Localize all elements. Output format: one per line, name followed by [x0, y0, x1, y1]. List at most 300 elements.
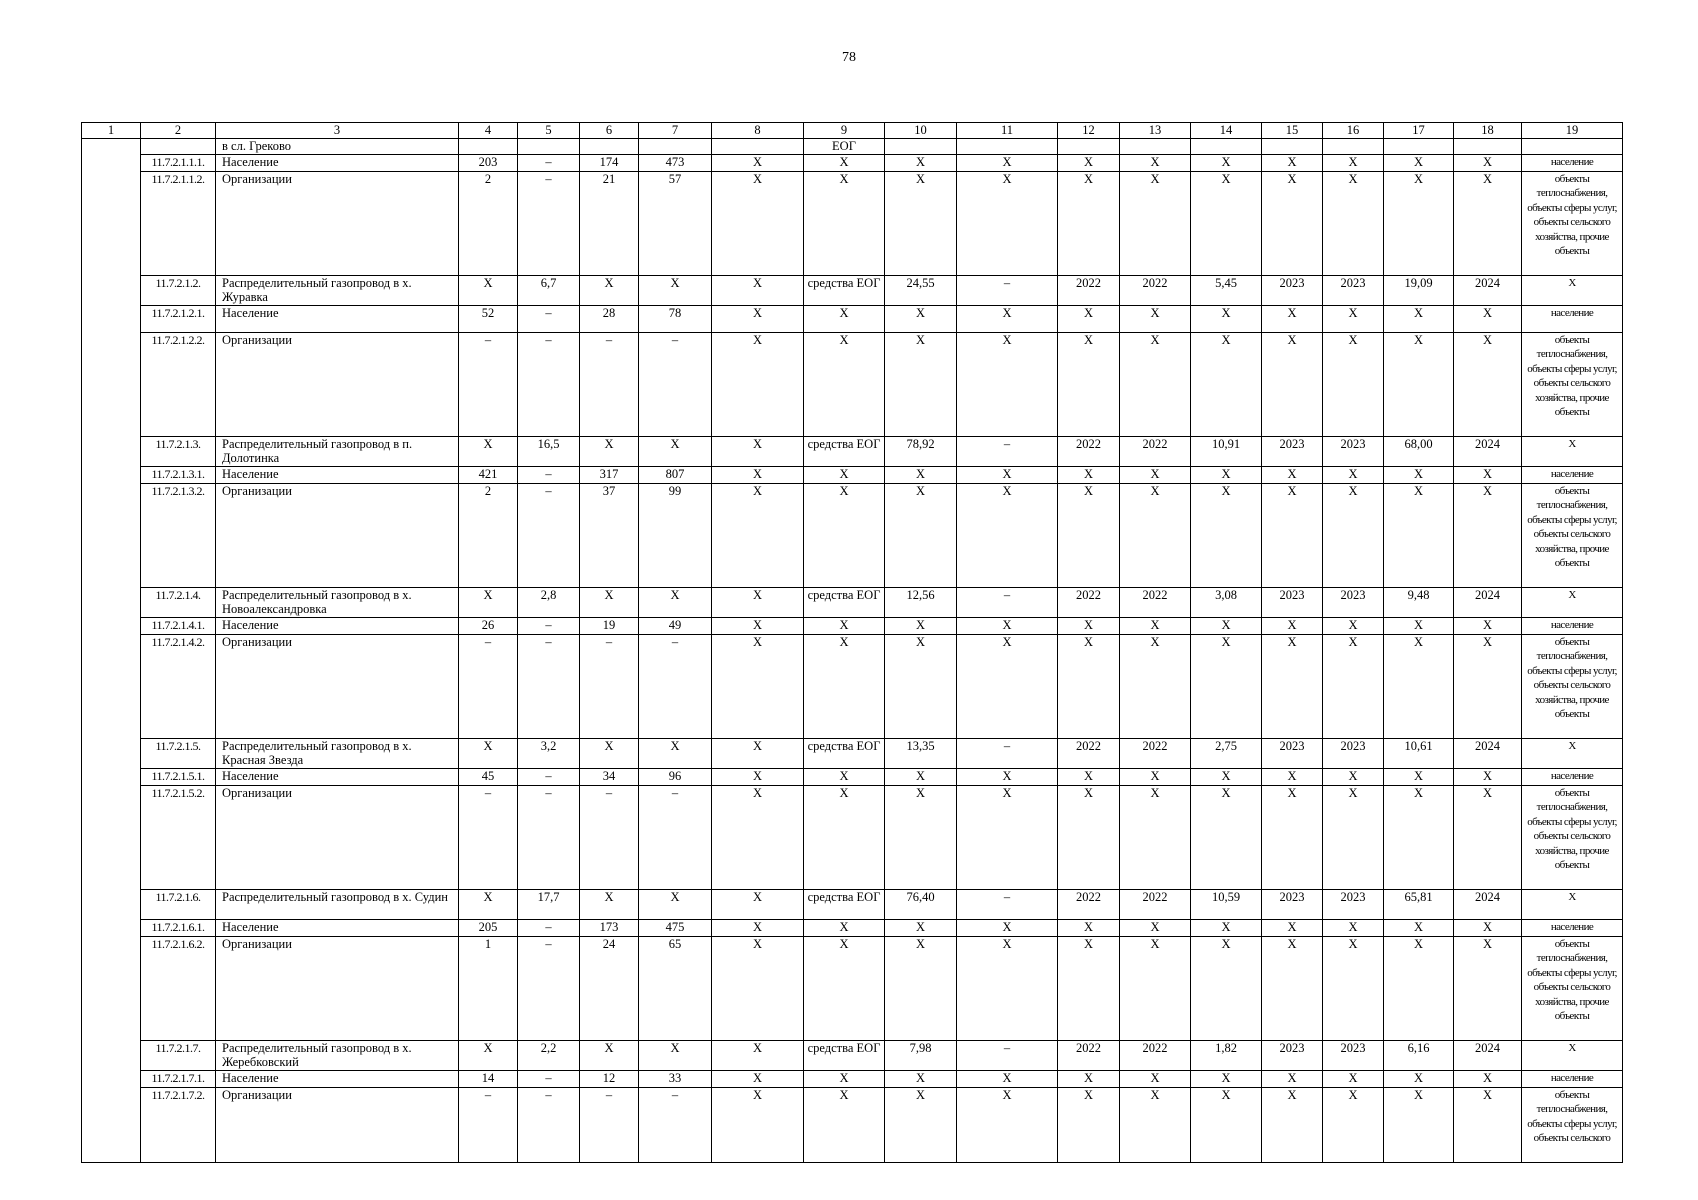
item-name-cell: Организации	[216, 332, 459, 436]
value-cell: Х	[1120, 785, 1191, 889]
item-code-cell: 11.7.2.1.2.2.	[141, 332, 216, 436]
value-cell: Х	[1058, 634, 1120, 738]
value-cell: Х	[1323, 1087, 1384, 1162]
value-cell: Х	[1262, 466, 1323, 483]
value-cell: Х	[1384, 1070, 1454, 1087]
value-cell: Х	[1191, 634, 1262, 738]
value-cell: 317	[580, 466, 639, 483]
value-cell: Х	[885, 332, 957, 436]
value-cell: Х	[1262, 305, 1323, 332]
value-cell: 2022	[1058, 738, 1120, 768]
value-cell: Х	[804, 483, 885, 587]
value-cell: 2022	[1120, 1040, 1191, 1070]
item-code-cell: 11.7.2.1.5.1.	[141, 768, 216, 785]
value-cell: Х	[957, 1087, 1058, 1162]
value-cell: 475	[639, 919, 712, 936]
value-cell: Х	[957, 936, 1058, 1040]
value-cell: Х	[1454, 1087, 1522, 1162]
item-name-cell: Население	[216, 617, 459, 634]
value-cell: Х	[1058, 1087, 1120, 1162]
item-name-cell: Население	[216, 466, 459, 483]
value-cell: Х	[804, 466, 885, 483]
value-cell: Х	[1454, 768, 1522, 785]
value-cell: Х	[1384, 919, 1454, 936]
value-cell	[885, 138, 957, 154]
value-cell: Х	[1454, 1070, 1522, 1087]
value-cell: Х	[1323, 617, 1384, 634]
value-cell: 2022	[1120, 275, 1191, 305]
value-cell: 12	[580, 1070, 639, 1087]
value-cell: Х	[957, 919, 1058, 936]
value-cell: Х	[885, 483, 957, 587]
value-cell: –	[639, 785, 712, 889]
value-cell: Х	[1323, 1070, 1384, 1087]
value-cell	[1191, 138, 1262, 154]
header-cell: 16	[1323, 123, 1384, 139]
value-cell: Х	[712, 785, 804, 889]
item-code-cell: 11.7.2.1.1.1.	[141, 154, 216, 171]
value-cell: Х	[1058, 305, 1120, 332]
header-cell: 13	[1120, 123, 1191, 139]
value-cell: Х	[712, 171, 804, 275]
value-cell: Х	[1454, 936, 1522, 1040]
value-cell: –	[518, 154, 580, 171]
value-cell: Х	[712, 738, 804, 768]
value-cell: –	[957, 1040, 1058, 1070]
table-row	[82, 617, 1623, 634]
value-cell: Х	[804, 332, 885, 436]
value-cell: средства ЕОГ	[804, 436, 885, 466]
value-cell: Х	[1058, 936, 1120, 1040]
consumer-type-cell: Х	[1522, 738, 1623, 768]
value-cell: Х	[459, 436, 518, 466]
table-row	[82, 332, 1623, 436]
value-cell: Х	[1454, 332, 1522, 436]
value-cell: 2024	[1454, 1040, 1522, 1070]
value-cell: 76,40	[885, 889, 957, 919]
value-cell: Х	[1262, 634, 1323, 738]
value-cell: 3,2	[518, 738, 580, 768]
value-cell: Х	[885, 617, 957, 634]
table-row	[82, 785, 1623, 889]
value-cell: Х	[639, 889, 712, 919]
value-cell	[957, 138, 1058, 154]
value-cell: 96	[639, 768, 712, 785]
value-cell: 1,82	[1191, 1040, 1262, 1070]
value-cell: 2022	[1120, 587, 1191, 617]
value-cell: Х	[1120, 154, 1191, 171]
item-name-cell: Население	[216, 768, 459, 785]
value-cell: Х	[804, 171, 885, 275]
header-cell: 8	[712, 123, 804, 139]
value-cell: Х	[1454, 466, 1522, 483]
value-cell: 473	[639, 154, 712, 171]
value-cell: Х	[1384, 1087, 1454, 1162]
value-cell: Х	[804, 305, 885, 332]
value-cell: 173	[580, 919, 639, 936]
value-cell: Х	[712, 436, 804, 466]
value-cell: Х	[804, 617, 885, 634]
value-cell: 14	[459, 1070, 518, 1087]
value-cell: Х	[1120, 466, 1191, 483]
item-code-cell: 11.7.2.1.7.1.	[141, 1070, 216, 1087]
value-cell: Х	[712, 305, 804, 332]
header-cell: 2	[141, 123, 216, 139]
value-cell: Х	[1120, 919, 1191, 936]
table-row	[82, 634, 1623, 738]
consumer-type-cell: Х	[1522, 889, 1623, 919]
value-cell: средства ЕОГ	[804, 587, 885, 617]
value-cell: Х	[1262, 483, 1323, 587]
value-cell: Х	[1262, 936, 1323, 1040]
item-code-cell: 11.7.2.1.2.	[141, 275, 216, 305]
value-cell: Х	[1262, 1070, 1323, 1087]
column-number-row	[82, 123, 1623, 139]
value-cell: Х	[804, 154, 885, 171]
value-cell: 78,92	[885, 436, 957, 466]
value-cell: Х	[712, 936, 804, 1040]
value-cell: 2,2	[518, 1040, 580, 1070]
value-cell: Х	[1120, 617, 1191, 634]
value-cell: –	[580, 1087, 639, 1162]
value-cell: 2022	[1058, 275, 1120, 305]
table-row	[82, 466, 1623, 483]
value-cell	[1454, 138, 1522, 154]
value-cell: 24,55	[885, 275, 957, 305]
value-cell: Х	[1058, 154, 1120, 171]
value-cell: 10,61	[1384, 738, 1454, 768]
value-cell: 52	[459, 305, 518, 332]
value-cell: 203	[459, 154, 518, 171]
value-cell: 68,00	[1384, 436, 1454, 466]
value-cell: 807	[639, 466, 712, 483]
value-cell: Х	[712, 617, 804, 634]
value-cell: 78	[639, 305, 712, 332]
header-cell: 4	[459, 123, 518, 139]
value-cell: ЕОГ	[804, 138, 885, 154]
value-cell: Х	[1191, 466, 1262, 483]
value-cell: Х	[712, 889, 804, 919]
value-cell	[1323, 138, 1384, 154]
value-cell: 2	[459, 171, 518, 275]
value-cell: 12,56	[885, 587, 957, 617]
value-cell: Х	[1454, 154, 1522, 171]
value-cell: Х	[1120, 936, 1191, 1040]
consumer-type-cell: население	[1522, 154, 1623, 171]
table-row	[82, 275, 1623, 305]
value-cell: средства ЕОГ	[804, 738, 885, 768]
item-name-cell: Распределительный газопровод в х. Судин	[216, 889, 459, 919]
value-cell: Х	[639, 436, 712, 466]
value-cell: 37	[580, 483, 639, 587]
value-cell: Х	[1454, 785, 1522, 889]
value-cell: Х	[1120, 1070, 1191, 1087]
value-cell: Х	[1058, 483, 1120, 587]
value-cell: Х	[957, 483, 1058, 587]
value-cell: Х	[1323, 154, 1384, 171]
table-row	[82, 436, 1623, 466]
value-cell	[580, 138, 639, 154]
value-cell: Х	[885, 1087, 957, 1162]
value-cell	[1058, 138, 1120, 154]
value-cell: Х	[712, 1070, 804, 1087]
value-cell: Х	[639, 275, 712, 305]
value-cell: Х	[1191, 785, 1262, 889]
value-cell: 2,8	[518, 587, 580, 617]
value-cell: Х	[1120, 634, 1191, 738]
value-cell: 34	[580, 768, 639, 785]
value-cell	[459, 138, 518, 154]
value-cell: 2023	[1323, 436, 1384, 466]
value-cell: Х	[1323, 919, 1384, 936]
item-code-cell: 11.7.2.1.7.2.	[141, 1087, 216, 1162]
value-cell: Х	[1262, 154, 1323, 171]
value-cell: Х	[885, 936, 957, 1040]
value-cell: 24	[580, 936, 639, 1040]
value-cell: –	[518, 1070, 580, 1087]
consumer-type-cell: Х	[1522, 275, 1623, 305]
value-cell: Х	[885, 466, 957, 483]
value-cell: 28	[580, 305, 639, 332]
value-cell: –	[639, 332, 712, 436]
value-cell: Х	[1262, 785, 1323, 889]
value-cell: –	[518, 171, 580, 275]
item-name-cell: Организации	[216, 483, 459, 587]
value-cell	[1384, 138, 1454, 154]
table-row	[82, 768, 1623, 785]
value-cell: Х	[957, 332, 1058, 436]
value-cell	[518, 138, 580, 154]
value-cell: 2023	[1262, 275, 1323, 305]
header-cell: 10	[885, 123, 957, 139]
item-code-cell: 11.7.2.1.1.2.	[141, 171, 216, 275]
table-row	[82, 171, 1623, 275]
value-cell: 2023	[1323, 275, 1384, 305]
value-cell: Х	[885, 919, 957, 936]
value-cell: 2022	[1058, 889, 1120, 919]
consumer-type-cell: Х	[1522, 1040, 1623, 1070]
value-cell: Х	[804, 1070, 885, 1087]
value-cell: –	[580, 785, 639, 889]
value-cell: Х	[804, 936, 885, 1040]
value-cell: Х	[957, 617, 1058, 634]
value-cell: 6,7	[518, 275, 580, 305]
value-cell: Х	[1454, 483, 1522, 587]
value-cell: –	[518, 936, 580, 1040]
value-cell: –	[957, 587, 1058, 617]
value-cell: средства ЕОГ	[804, 1040, 885, 1070]
header-cell: 17	[1384, 123, 1454, 139]
value-cell: 33	[639, 1070, 712, 1087]
item-name-cell: Организации	[216, 634, 459, 738]
value-cell: 19	[580, 617, 639, 634]
value-cell: –	[639, 1087, 712, 1162]
value-cell: Х	[1384, 936, 1454, 1040]
consumer-type-cell: Х	[1522, 587, 1623, 617]
value-cell: 45	[459, 768, 518, 785]
header-cell: 1	[82, 123, 141, 139]
value-cell: Х	[459, 587, 518, 617]
value-cell: 7,98	[885, 1040, 957, 1070]
consumer-type-cell: население	[1522, 466, 1623, 483]
value-cell: 2022	[1120, 738, 1191, 768]
value-cell: –	[957, 738, 1058, 768]
value-cell: Х	[957, 1070, 1058, 1087]
value-cell: Х	[580, 275, 639, 305]
header-cell: 3	[216, 123, 459, 139]
table-row	[82, 1040, 1623, 1070]
item-code-cell: 11.7.2.1.4.1.	[141, 617, 216, 634]
value-cell: Х	[1323, 785, 1384, 889]
value-cell: Х	[1384, 483, 1454, 587]
value-cell: Х	[885, 171, 957, 275]
value-cell: 2023	[1262, 889, 1323, 919]
item-name-cell: Организации	[216, 171, 459, 275]
value-cell: Х	[804, 785, 885, 889]
value-cell: Х	[639, 1040, 712, 1070]
value-cell: –	[580, 332, 639, 436]
value-cell: –	[459, 785, 518, 889]
header-cell: 7	[639, 123, 712, 139]
value-cell: Х	[712, 1087, 804, 1162]
value-cell: Х	[1191, 332, 1262, 436]
value-cell: Х	[1384, 154, 1454, 171]
header-cell: 5	[518, 123, 580, 139]
consumer-type-cell: население	[1522, 305, 1623, 332]
value-cell: 421	[459, 466, 518, 483]
value-cell: 2024	[1454, 889, 1522, 919]
value-cell: Х	[1384, 785, 1454, 889]
page-number: 78	[842, 50, 856, 65]
value-cell: Х	[712, 466, 804, 483]
value-cell: Х	[1191, 617, 1262, 634]
value-cell: 2023	[1323, 889, 1384, 919]
value-cell: Х	[1191, 483, 1262, 587]
value-cell: Х	[1454, 617, 1522, 634]
value-cell: Х	[1454, 171, 1522, 275]
value-cell: Х	[957, 768, 1058, 785]
value-cell: 2022	[1058, 1040, 1120, 1070]
value-cell: Х	[885, 768, 957, 785]
value-cell: Х	[885, 1070, 957, 1087]
value-cell: Х	[1262, 1087, 1323, 1162]
value-cell: Х	[712, 587, 804, 617]
value-cell: Х	[1191, 1070, 1262, 1087]
value-cell: Х	[712, 483, 804, 587]
value-cell: Х	[1058, 1070, 1120, 1087]
value-cell: Х	[957, 171, 1058, 275]
table-row	[82, 138, 1623, 154]
value-cell: 10,59	[1191, 889, 1262, 919]
item-name-cell: Население	[216, 154, 459, 171]
value-cell: –	[518, 768, 580, 785]
value-cell: Х	[1262, 332, 1323, 436]
value-cell: Х	[1454, 919, 1522, 936]
value-cell: Х	[1058, 466, 1120, 483]
value-cell: Х	[712, 275, 804, 305]
value-cell: Х	[1454, 634, 1522, 738]
value-cell: Х	[1323, 466, 1384, 483]
value-cell: Х	[1384, 305, 1454, 332]
value-cell	[712, 138, 804, 154]
table-row	[82, 305, 1623, 332]
value-cell: –	[518, 332, 580, 436]
value-cell: Х	[1058, 768, 1120, 785]
value-cell: Х	[580, 587, 639, 617]
value-cell: Х	[885, 634, 957, 738]
header-cell: 11	[957, 123, 1058, 139]
value-cell: Х	[712, 919, 804, 936]
value-cell	[639, 138, 712, 154]
value-cell: –	[518, 919, 580, 936]
value-cell: 2024	[1454, 738, 1522, 768]
value-cell: Х	[1120, 483, 1191, 587]
value-cell: –	[518, 617, 580, 634]
item-code-cell: 11.7.2.1.6.	[141, 889, 216, 919]
value-cell: 26	[459, 617, 518, 634]
value-cell: Х	[1058, 919, 1120, 936]
item-code-cell: 11.7.2.1.5.	[141, 738, 216, 768]
item-name-cell: Распределительный газопровод в п. Долотинка	[216, 436, 459, 466]
value-cell: 2022	[1120, 889, 1191, 919]
value-cell: –	[518, 305, 580, 332]
value-cell: 21	[580, 171, 639, 275]
value-cell: Х	[1384, 171, 1454, 275]
item-code-cell: 11.7.2.1.5.2.	[141, 785, 216, 889]
value-cell: 2024	[1454, 436, 1522, 466]
value-cell: –	[580, 634, 639, 738]
value-cell: –	[639, 634, 712, 738]
value-cell: Х	[580, 436, 639, 466]
value-cell: Х	[1262, 919, 1323, 936]
value-cell: Х	[885, 154, 957, 171]
value-cell: 2023	[1262, 738, 1323, 768]
item-code-cell: 11.7.2.1.3.	[141, 436, 216, 466]
value-cell: 19,09	[1384, 275, 1454, 305]
value-cell: Х	[1384, 466, 1454, 483]
value-cell: Х	[580, 889, 639, 919]
value-cell: Х	[1120, 768, 1191, 785]
consumer-type-cell	[1522, 138, 1623, 154]
table-row	[82, 889, 1623, 919]
value-cell: Х	[712, 768, 804, 785]
item-name-cell: Население	[216, 919, 459, 936]
consumer-type-cell: население	[1522, 768, 1623, 785]
consumer-type-cell: Х	[1522, 436, 1623, 466]
value-cell: Х	[1120, 332, 1191, 436]
item-name-cell: Население	[216, 1070, 459, 1087]
item-code-cell: 11.7.2.1.2.1.	[141, 305, 216, 332]
value-cell: Х	[1262, 768, 1323, 785]
value-cell	[1120, 138, 1191, 154]
item-name-cell: Организации	[216, 936, 459, 1040]
item-name-cell: Распределительный газопровод в х. Журавка	[216, 275, 459, 305]
value-cell: Х	[1384, 768, 1454, 785]
value-cell: Х	[1323, 768, 1384, 785]
value-cell: 3,08	[1191, 587, 1262, 617]
value-cell: Х	[804, 919, 885, 936]
value-cell: Х	[957, 634, 1058, 738]
value-cell: 57	[639, 171, 712, 275]
value-cell: 1	[459, 936, 518, 1040]
value-cell: Х	[639, 738, 712, 768]
value-cell: Х	[580, 738, 639, 768]
value-cell: Х	[712, 634, 804, 738]
value-cell: Х	[804, 634, 885, 738]
header-cell: 6	[580, 123, 639, 139]
value-cell: Х	[1262, 617, 1323, 634]
value-cell: Х	[1454, 305, 1522, 332]
